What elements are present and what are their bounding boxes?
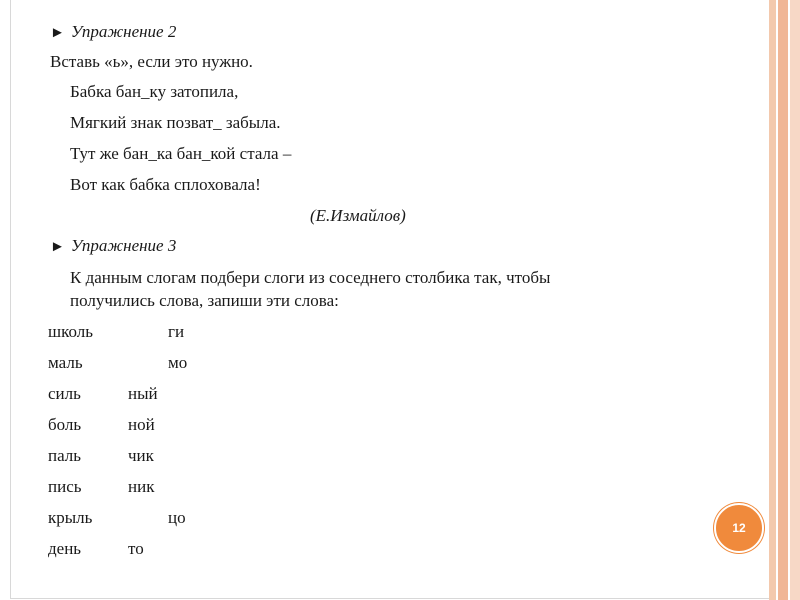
syllable-right: ги [168, 322, 185, 341]
poem-line: Мягкий знак позват_ забыла. [70, 113, 281, 132]
exercise2-instruction: Вставь «ь», если это нужно. [50, 52, 253, 71]
syllable-left: пись [48, 477, 82, 496]
exercise2-heading [50, 22, 176, 43]
syllable-left: боль [48, 415, 82, 434]
exercise3-instruction: К данным слогам подбери слоги из соседнего столбика так, чтобы [70, 268, 551, 287]
poem-line: Бабка бан_ку затопила, [70, 82, 239, 101]
syllable-right: чик [128, 446, 154, 465]
syllable-left: крыль [48, 508, 93, 527]
exercise2-heading-text: Упражнение 2 [70, 22, 177, 41]
exercise3-heading [50, 236, 176, 257]
page-number-badge: 12 [714, 503, 764, 553]
poem-author: (Е.Измайлов) [310, 206, 406, 225]
syllable-left: силь [48, 384, 81, 403]
syllable-right: то [128, 539, 144, 558]
syllable-left: маль [48, 353, 83, 372]
exercise3-heading-text: Упражнение 3 [70, 236, 177, 255]
syllable-left: день [48, 539, 82, 558]
decorative-stripe [778, 0, 788, 600]
decorative-stripe [769, 0, 776, 600]
decorative-stripe [790, 0, 800, 600]
syllable-left: школь [48, 322, 93, 341]
bullet-arrow-icon: ► [50, 239, 65, 255]
syllable-right: ник [128, 477, 155, 496]
bullet-arrow-icon: ► [50, 25, 65, 41]
syllable-left: паль [48, 446, 82, 465]
exercise3-instruction: получились слова, запиши эти слова: [70, 291, 339, 310]
syllable-right: мо [168, 353, 188, 372]
poem-line: Тут же бан_ка бан_кой стала – [70, 144, 292, 163]
syllable-right: ной [128, 415, 155, 434]
syllable-right: ный [128, 384, 158, 403]
poem-line: Вот как бабка сплоховала! [70, 175, 261, 194]
syllable-right: цо [168, 508, 186, 527]
